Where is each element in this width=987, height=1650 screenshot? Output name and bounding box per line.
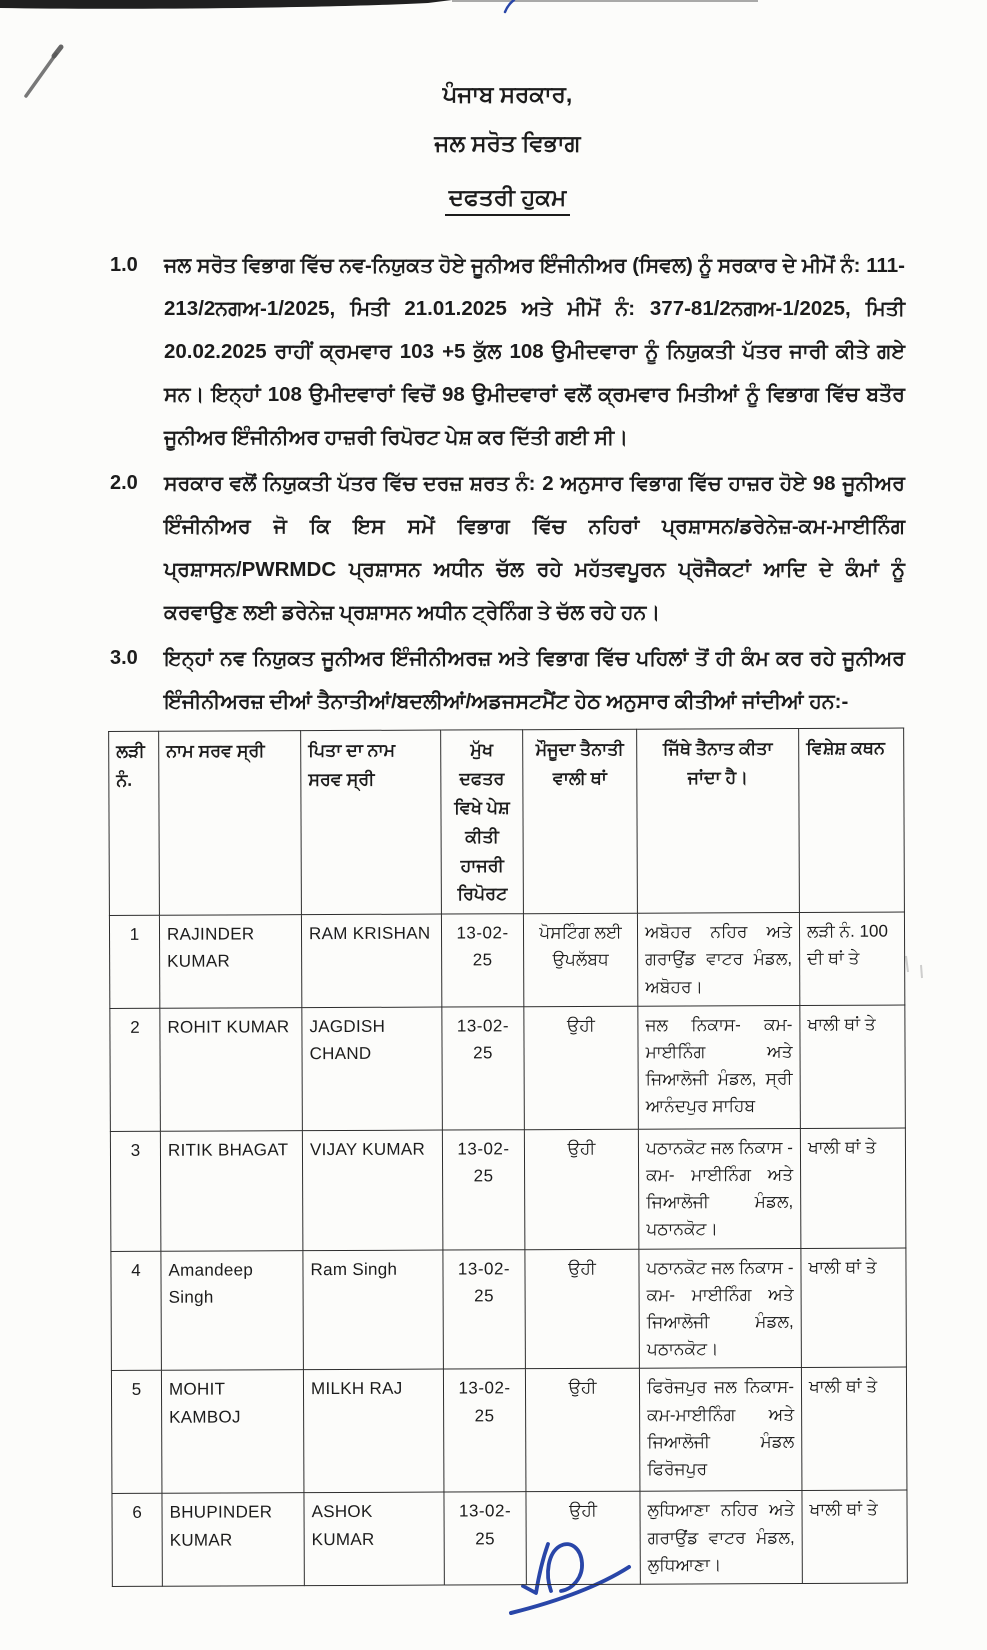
header-remarks: ਵਿਸ਼ੇਸ਼ ਕਥਨ xyxy=(799,728,905,913)
cell-posted-where: ਜਲ ਨਿਕਾਸ- ਕਮ- ਮਾਈਨਿੰਗ ਅਤੇ ਜਿਆਲੋਜੀ ਮੰਡਲ, ਸ੍ਰੀ ਆਨੰਦਪੁਰ ਸਾਹਿਬ xyxy=(638,1005,801,1129)
document-header xyxy=(110,70,905,216)
cell-remarks: ਖਾਲੀ ਥਾਂ ਤੇ xyxy=(801,1248,907,1368)
cell-name: Amandeep Singh xyxy=(161,1250,304,1370)
cell-current-posting: ਉਹੀ xyxy=(524,1129,639,1249)
paragraph-number: 1.0 xyxy=(110,254,138,276)
header-father-name: ਪਿਤਾ ਦਾ ਨਾਮ ਸਰਵ ਸ੍ਰੀ xyxy=(301,730,442,915)
government-name: ਪੰਜਾਬ ਸਰਕਾਰ, xyxy=(442,81,573,107)
cell-father-name: MILKH RAJ xyxy=(303,1369,444,1493)
cell-current-posting: ਉਹੀ xyxy=(525,1369,640,1492)
table-body xyxy=(109,912,907,1586)
cell-report-date: 13-02-25 xyxy=(442,1007,525,1130)
cell-report-date: 13-02-25 xyxy=(441,914,523,1007)
cell-name: ROHIT KUMAR xyxy=(160,1007,303,1131)
cell-current-posting: ਉਹੀ xyxy=(526,1492,640,1585)
cell-father-name: RAM KRISHAN xyxy=(301,914,441,1007)
document-title-row xyxy=(110,184,905,216)
cell-name: BHUPINDER KUMAR xyxy=(162,1493,304,1586)
paragraph-text: ਸਰਕਾਰ ਵਲੋਂ ਨਿਯੁਕਤੀ ਪੱਤਰ ਵਿੱਚ ਦਰਜ਼ ਸ਼ਰਤ ਨੰ: 2 ਅਨੁਸਾਰ ਵਿਭਾਗ ਵਿੱਚ ਹਾਜ਼ਰ ਹੋਏ 98 ਜੂਨੀਅਰ ਇੰਜੀਨੀਅਰ ਜੋ ਕਿ ਇਸ ਸਮੇਂ ਵਿਭਾਗ ਵਿੱਚ ਨਹਿਰਾਂ ਪ੍ਰਸ਼ਾਸਨ/ਡਰੇਨੇਜ਼-ਕਮ-ਮਾਈਨਿੰਗ ਪ੍ਰਸ਼ਾਸਨ/PWRMDC ਪ੍ਰਸ਼ਾਸਨ ਅਧੀਨ ਚੱਲ ਰਹੇ ਮਹੱਤਵਪੂਰਨ ਪ੍ਰੋਜੈਕਟਾਂ ਆਦਿ ਦੇ ਕੰਮਾਂ ਨੂੰ ਕਰਵਾਉਣ ਲਈ ਡਰੇਨੇਜ਼ ਪ੍ਰਸ਼ਾਸਨ ਅਧੀਨ ਟ੍ਰੇਨਿੰਗ ਤੇ ਚੱਲ ਰਹੇ ਹਨ। xyxy=(164,472,905,624)
table-row xyxy=(111,1248,907,1371)
paragraph-3 xyxy=(110,637,905,723)
cell-posted-where: ਲੁਧਿਆਣਾ ਨਹਿਰ ਅਤੇ ਗਰਾਉਂਡ ਵਾਟਰ ਮੰਡਲ, ਲੁਧਿਆਣਾ। xyxy=(640,1491,802,1584)
cell-serial: 1 xyxy=(109,916,159,1009)
cell-father-name: Ram Singh xyxy=(303,1250,444,1370)
header-name: ਨਾਮ ਸਰਵ ਸ੍ਰੀ xyxy=(159,731,302,916)
department-name: ਜਲ ਸਰੋਤ ਵਿਭਾਗ xyxy=(434,130,581,156)
pencil-mark xyxy=(26,54,56,96)
cell-remarks: ਖਾਲੀ ਥਾਂ ਤੇ xyxy=(802,1490,907,1583)
cell-remarks: ਖਾਲੀ ਥਾਂ ਤੇ xyxy=(801,1367,907,1490)
cell-remarks: ਲੜੀ ਨੰ. 100 ਦੀ ਥਾਂ ਤੇ xyxy=(799,912,904,1005)
cell-name: MOHIT KAMBOJ xyxy=(161,1370,304,1494)
paragraph-text: ਜਲ ਸਰੋਤ ਵਿਭਾਗ ਵਿੱਚ ਨਵ-ਨਿਯੁਕਤ ਹੋਏ ਜੂਨੀਅਰ ਇੰਜੀਨੀਅਰ (ਸਿਵਲ) ਨੂੰ ਸਰਕਾਰ ਦੇ ਮੀਮੋਂ ਨੰ: 111-213/2ਨਗਅ-1/2025, ਮਿਤੀ 21.01.2025 ਅਤੇ ਮੀਮੋਂ ਨੰ: 377-81/2ਨਗਅ-1/2025, ਮਿਤੀ 20.02.2025 ਰਾਹੀਂ ਕ੍ਰਮਵਾਰ 103 +5 ਕੁੱਲ 108 ਉਮੀਦਵਾਰਾ ਨੂੰ ਨਿਯੁਕਤੀ ਪੱਤਰ ਜਾਰੀ ਕੀਤੇ ਗਏ ਸਨ। ਇਨ੍ਹਾਂ 108 ਉਮੀਦਵਾਰਾਂ ਵਿਚੋਂ 98 ਉਮੀਦਵਾਰਾਂ ਵਲੋਂ ਕ੍ਰਮਵਾਰ ਮਿਤੀਆਂ ਨੂੰ ਵਿਭਾਗ ਵਿੱਚ ਬਤੌਰ ਜੂਨੀਅਰ ਇੰਜੀਨੀਅਰ ਹਾਜ਼ਰੀ ਰਿਪੋਰਟ ਪੇਸ਼ ਕਰ ਦਿੱਤੀ ਗਈ ਸੀ। xyxy=(164,254,905,449)
cell-posted-where: ਪਠਾਨਕੋਟ ਜਲ ਨਿਕਾਸ - ਕਮ- ਮਾਈਨਿੰਗ ਅਤੇ ਜਿਆਲੋਜੀ ਮੰਡਲ, ਪਠਾਨਕੋਟ। xyxy=(639,1248,802,1368)
cell-serial: 6 xyxy=(112,1494,162,1587)
cell-father-name: VIJAY KUMAR xyxy=(302,1130,443,1250)
table-row xyxy=(111,1367,907,1493)
paragraph-1 xyxy=(110,244,905,459)
paragraph-number: 2.0 xyxy=(110,472,138,494)
paragraph-2 xyxy=(110,462,905,634)
scan-noise-right xyxy=(906,956,922,978)
cell-serial: 5 xyxy=(111,1371,162,1494)
cell-current-posting: ਪੋਸਟਿੰਗ ਲਈ ਉਪਲੱਬਧ xyxy=(523,913,637,1006)
header-joining-report: ਮੁੱਖ ਦਫਤਰ ਵਿਖੇ ਪੇਸ਼ ਕੀਤੀ ਹਾਜਰੀ ਰਿਪੋਰਟ xyxy=(441,730,524,915)
cell-report-date: 13-02-25 xyxy=(444,1492,526,1585)
cell-current-posting: ਉਹੀ xyxy=(524,1006,639,1129)
paragraph-section xyxy=(110,244,905,723)
scan-artifact-top-band xyxy=(0,0,452,9)
table-row xyxy=(110,1005,906,1131)
cell-serial: 2 xyxy=(110,1008,161,1131)
table-row xyxy=(109,912,904,1008)
cell-report-date: 13-02-25 xyxy=(442,1130,525,1250)
paragraph-text: ਇਨ੍ਹਾਂ ਨਵ ਨਿਯੁਕਤ ਜੂਨੀਅਰ ਇੰਜੀਨੀਅਰਜ਼ ਅਤੇ ਵਿਭਾਗ ਵਿੱਚ ਪਹਿਲਾਂ ਤੋਂ ਹੀ ਕੰਮ ਕਰ ਰਹੇ ਜੂਨੀਅਰ ਇੰਜੀਨੀਅਰਜ਼ ਦੀਆਂ ਤੈਨਾਤੀਆਂ/ਬਦਲੀਆਂ/ਅਡਜਸਟਮੈਂਟ ਹੇਠ ਅਨੁਸਾਰ ਕੀਤੀਆਂ ਜਾਂਦੀਆਂ ਹਨ:- xyxy=(164,647,905,713)
cell-current-posting: ਉਹੀ xyxy=(525,1249,640,1369)
cell-name: RITIK BHAGAT xyxy=(160,1130,303,1250)
cell-posted-where: ਅਬੋਹਰ ਨਹਿਰ ਅਤੇ ਗਰਾਉਂਡ ਵਾਟਰ ਮੰਡਲ, ਅਬੋਹਰ। xyxy=(637,913,799,1006)
cell-report-date: 13-02-25 xyxy=(443,1369,526,1492)
cell-serial: 3 xyxy=(110,1131,161,1251)
cell-posted-where: ਫਿਰੋਜਪੁਰ ਜਲ ਨਿਕਾਸ- ਕਮ-ਮਾਈਨਿੰਗ ਅਤੇ ਜਿਆਲੋਜੀ ਮੰਡਲ ਫਿਰੋਜਪੁਰ xyxy=(639,1368,802,1492)
cell-remarks: ਖਾਲੀ ਥਾਂ ਤੇ xyxy=(800,1128,906,1248)
postings-table xyxy=(108,728,908,1587)
header-posted-where: ਜਿੱਥੇ ਤੈਨਾਤ ਕੀਤਾ ਜਾਂਦਾ ਹੈ। xyxy=(637,728,800,913)
header-current-posting: ਮੌਜੂਦਾ ਤੈਨਾਤੀ ਵਾਲੀ ਥਾਂ xyxy=(523,729,638,914)
cell-father-name: ASHOK KUMAR xyxy=(304,1492,444,1585)
cell-father-name: JAGDISH CHAND xyxy=(302,1007,443,1131)
cell-report-date: 13-02-25 xyxy=(443,1249,526,1369)
table-header-row xyxy=(109,728,905,916)
pencil-mark-tip xyxy=(54,47,61,56)
document-title: ਦਫਤਰੀ ਹੁਕਮ xyxy=(445,184,570,216)
table-row xyxy=(110,1128,906,1251)
paragraph-number: 3.0 xyxy=(110,647,138,669)
cell-serial: 4 xyxy=(111,1251,162,1371)
cell-remarks: ਖਾਲੀ ਥਾਂ ਤੇ xyxy=(800,1005,906,1128)
header-serial-no: ਲੜੀ ਨੰ. xyxy=(109,731,160,915)
pen-tick-top xyxy=(505,0,514,12)
table-row xyxy=(112,1490,907,1586)
cell-posted-where: ਪਠਾਨਕੋਟ ਜਲ ਨਿਕਾਸ - ਕਮ- ਮਾਈਨਿੰਗ ਅਤੇ ਜਿਆਲੋਜੀ ਮੰਡਲ, ਪਠਾਨਕੋਟ। xyxy=(638,1128,801,1248)
cell-name: RAJINDER KUMAR xyxy=(159,915,301,1008)
table-header xyxy=(109,728,905,916)
